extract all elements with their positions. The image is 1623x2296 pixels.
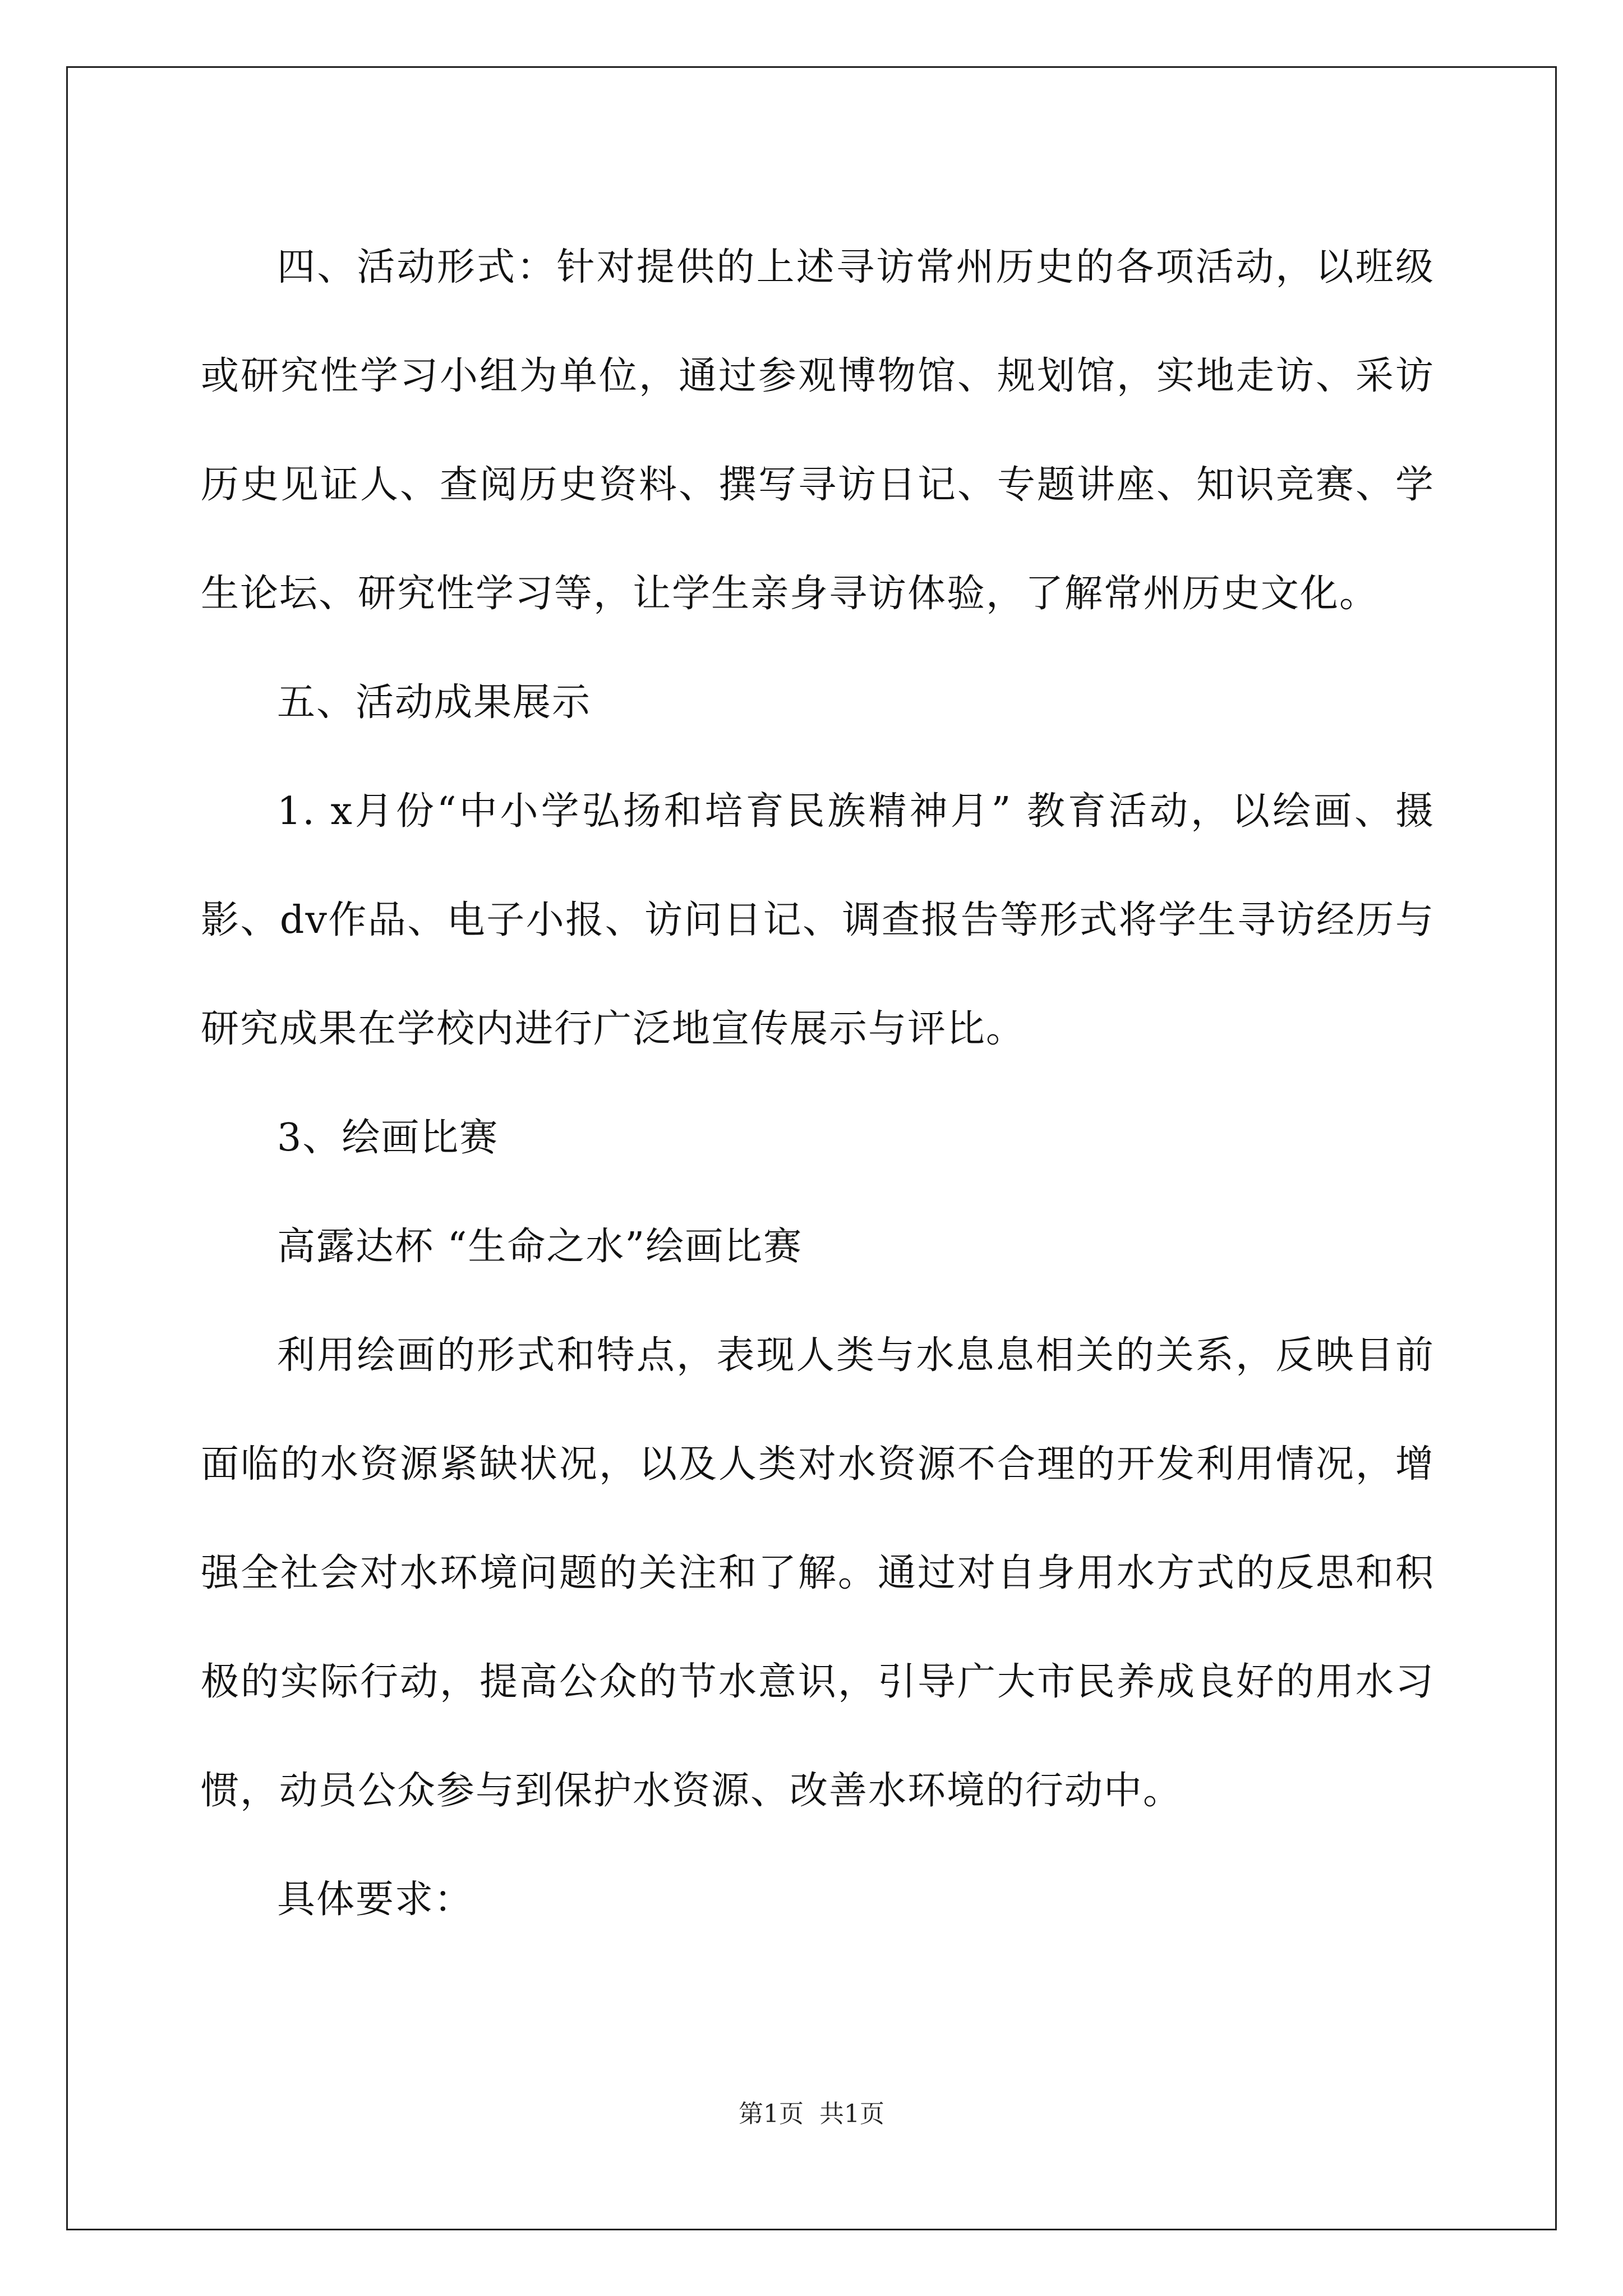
paragraph-contest-purpose: 利用绘画的形式和特点，表现人类与水息息相关的关系，反映目前面临的水资源紧缺状况，以及人类对水资源不合理的开发利用情况，增强全社会对水环境问题的关注和了解。通过对自身用水方式的反思和积极的实际行动，提高公众的节水意识，引导广大市民养成良好的用水习惯，动员公众参与到保护水资源、改善水环境的行动中。 xyxy=(201,1333,1435,1813)
document-body xyxy=(201,213,1435,1954)
heading-painting-contest: 3、绘画比赛 xyxy=(277,1116,499,1160)
paragraph-activity-form: 四、活动形式：针对提供的上述寻访常州历史的各项活动，以班级或研究性学习小组为单位，通过参观博物馆、规划馆，实地走访、采访历史见证人、查阅历史资料、撰写寻访日记、专题讲座、知识竞赛、学生论坛、研究性学习等，让学生亲身寻访体验，了解常州历史文化。 xyxy=(201,245,1435,616)
paragraph-education-month: 1. x月份“中小学弘扬和培育民族精神月” 教育活动，以绘画、摄影、dv作品、电子小报、访问日记、调查报告等形式将学生寻访经历与研究成果在学校内进行广泛地宣传展示与评比。 xyxy=(201,789,1435,1051)
heading-requirements: 具体要求： xyxy=(277,1878,474,1922)
page-footer: 第1页 共1页 xyxy=(739,2100,884,2128)
contest-title: 高露达杯 “生命之水”绘画比赛 xyxy=(277,1225,803,1269)
heading-results-display: 五、活动成果展示 xyxy=(277,680,592,725)
